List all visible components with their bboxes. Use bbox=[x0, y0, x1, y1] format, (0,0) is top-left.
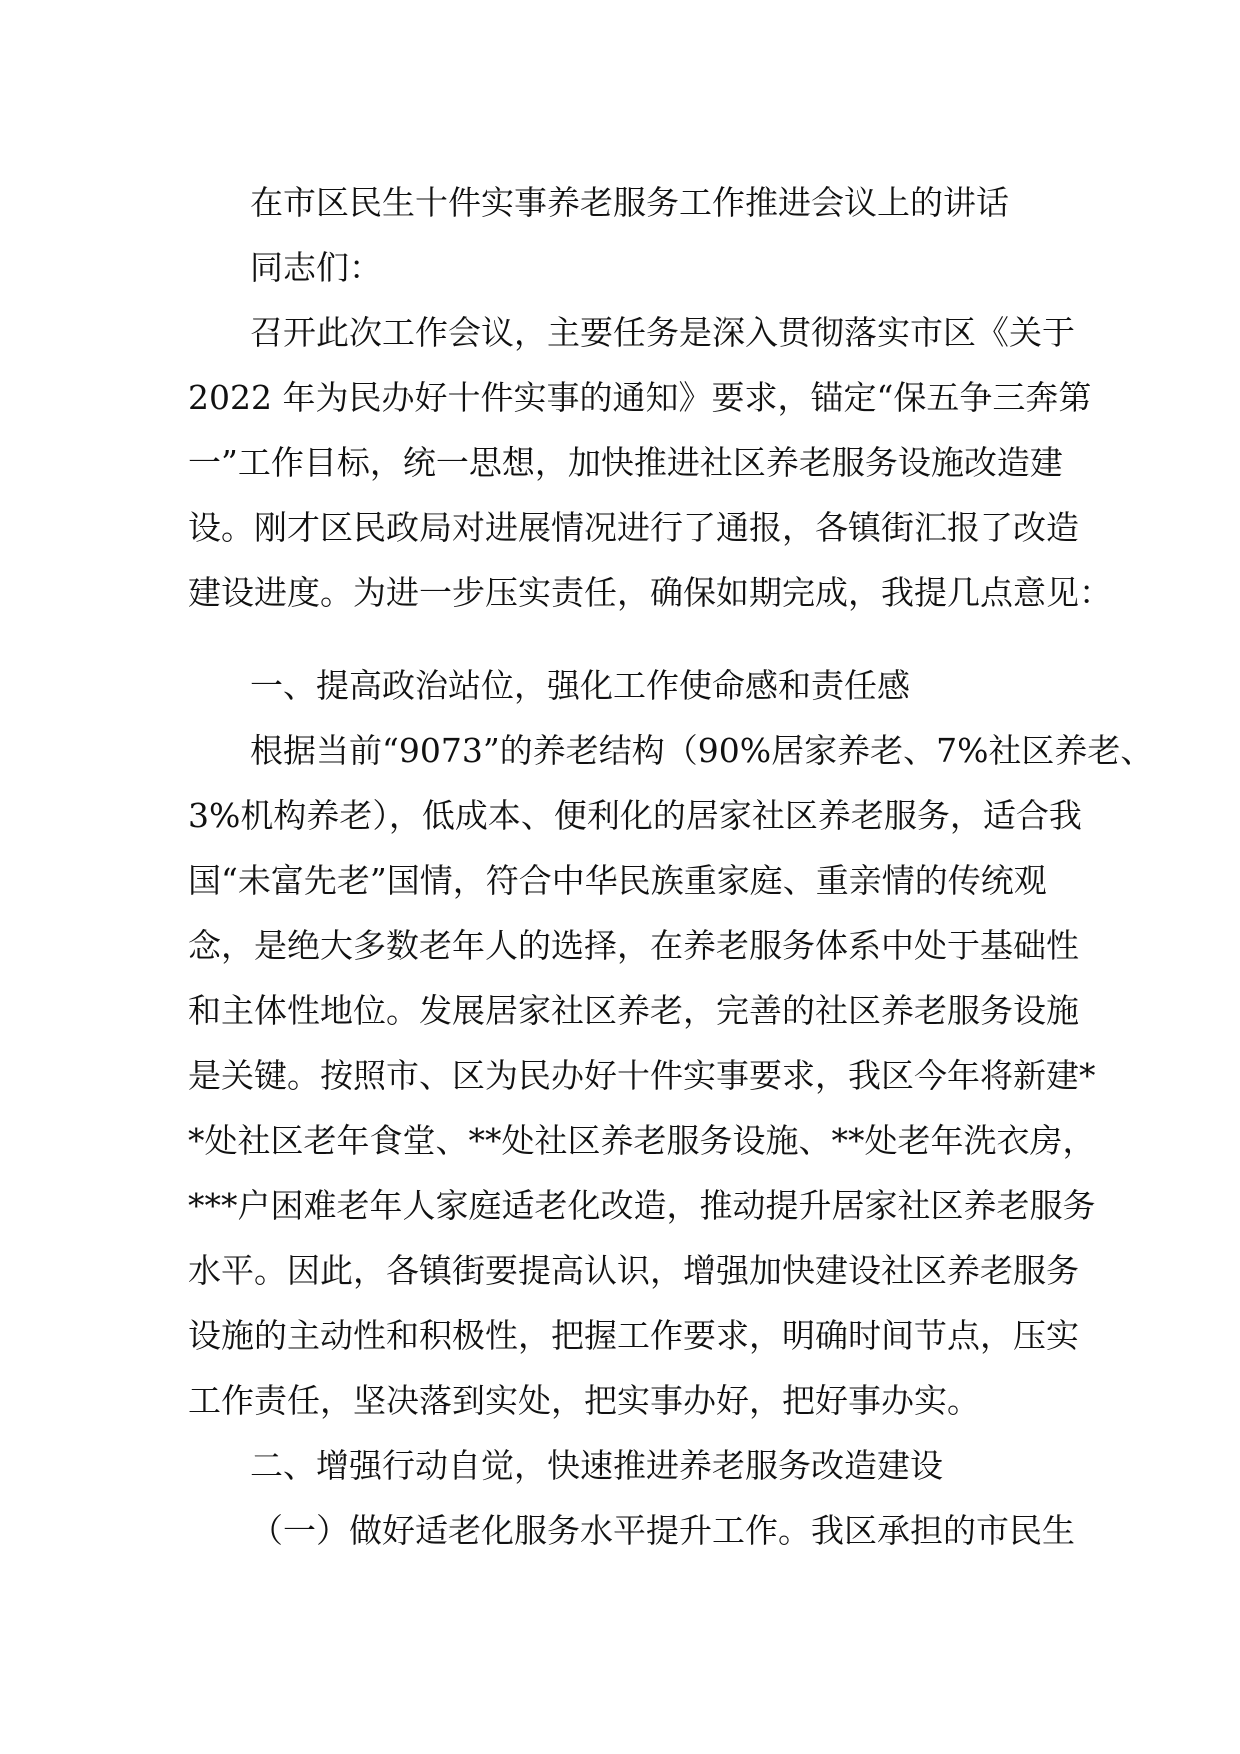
section-one-line-3: 国“未富先老”国情，符合中华民族重家庭、重亲情的传统观 bbox=[188, 861, 1047, 900]
section-one-line-11: 工作责任，坚决落到实处，把实事办好，把好事办实。 bbox=[188, 1381, 980, 1420]
section-one-line-6: 是关键。按照市、区为民办好十件实事要求，我区今年将新建* bbox=[188, 1056, 1096, 1095]
section-one-heading: 一、提高政治站位，强化工作使命感和责任感 bbox=[250, 666, 910, 705]
section-one-line-7: *处社区老年食堂、**处社区养老服务设施、**处老年洗衣房， bbox=[188, 1121, 1096, 1160]
intro-line-2: 2022 年为民办好十件实事的通知》要求，锚定“保五争三奔第 bbox=[188, 378, 1092, 417]
section-one-line-10: 设施的主动性和积极性，把握工作要求，明确时间节点，压实 bbox=[188, 1316, 1079, 1355]
document-body bbox=[188, 170, 1154, 1563]
section-one-line-1: 根据当前“9073”的养老结构（90%居家养老、7%社区养老、 bbox=[250, 731, 1154, 770]
section-one-line-5: 和主体性地位。发展居家社区养老，完善的社区养老服务设施 bbox=[188, 991, 1079, 1030]
intro-line-5: 建设进度。为进一步压实责任，确保如期完成，我提几点意见： bbox=[188, 573, 1112, 612]
intro-line-1: 召开此次工作会议，主要任务是深入贯彻落实市区《关于 bbox=[250, 313, 1075, 352]
document-title: 在市区民生十件实事养老服务工作推进会议上的讲话 bbox=[250, 183, 1009, 222]
section-one-line-2: 3%机构养老），低成本、便利化的居家社区养老服务，适合我 bbox=[188, 796, 1082, 835]
section-one-line-8: ***户困难老年人家庭适老化改造，推动提升居家社区养老服务 bbox=[188, 1186, 1096, 1225]
section-two-heading: 二、增强行动自觉，快速推进养老服务改造建设 bbox=[250, 1446, 943, 1485]
intro-line-3: 一”工作目标，统一思想，加快推进社区养老服务设施改造建 bbox=[188, 443, 1063, 482]
greeting: 同志们： bbox=[250, 248, 382, 287]
intro-line-4: 设。刚才区民政局对进展情况进行了通报，各镇街汇报了改造 bbox=[188, 508, 1079, 547]
sub-item-one-line: （一）做好适老化服务水平提升工作。我区承担的市民生 bbox=[250, 1511, 1075, 1550]
section-one-line-9: 水平。因此，各镇街要提高认识，增强加快建设社区养老服务 bbox=[188, 1251, 1079, 1290]
section-one-line-4: 念，是绝大多数老年人的选择，在养老服务体系中处于基础性 bbox=[188, 926, 1079, 965]
